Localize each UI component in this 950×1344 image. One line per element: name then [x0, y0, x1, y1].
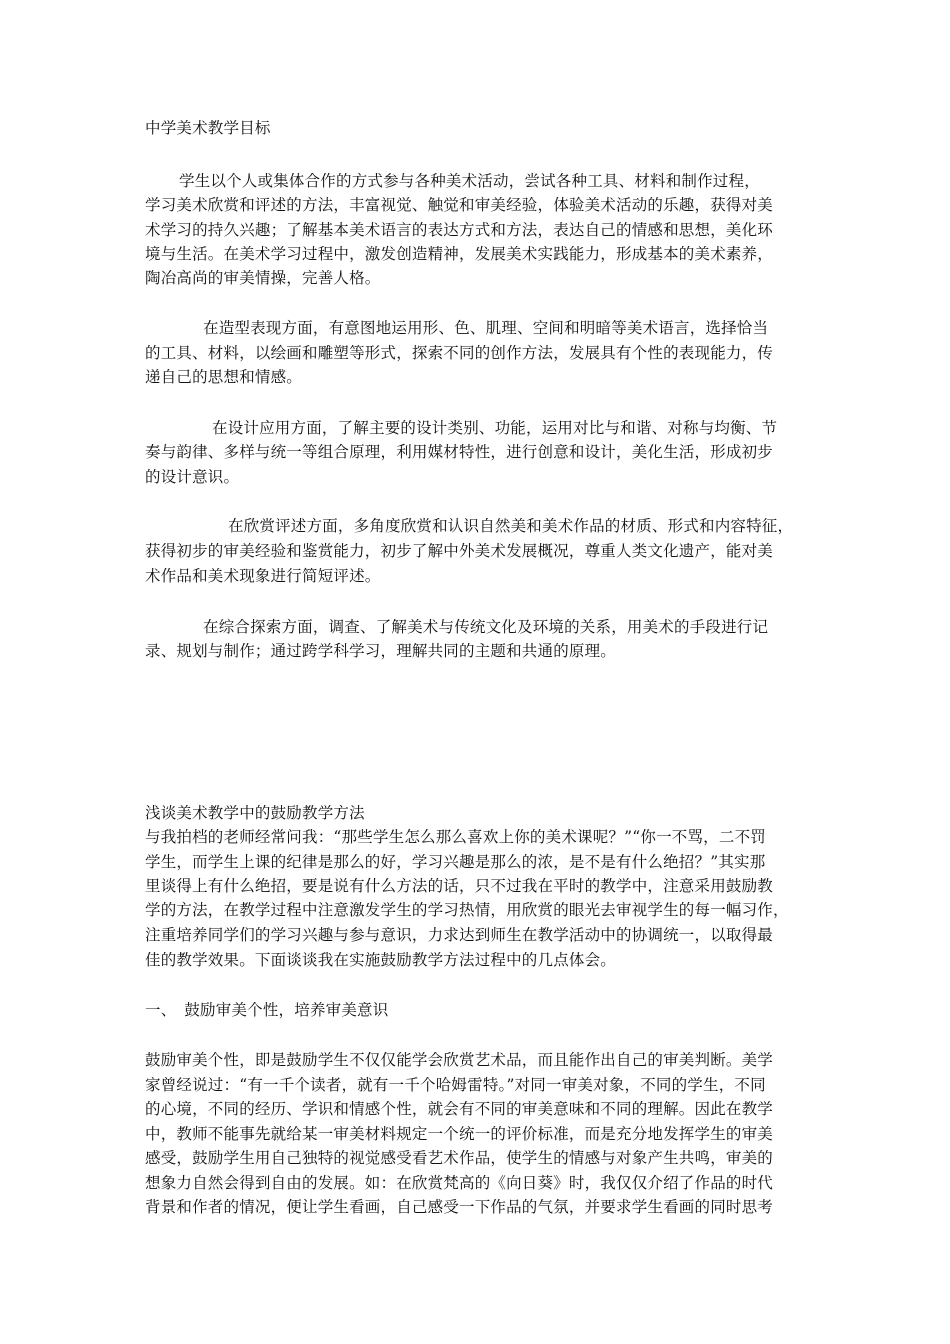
text-line: 在综合探索方面，调查、了解美术与传统文化及环境的关系，用美术的手段进行记 [203, 618, 769, 636]
text-line: 的心境，不同的经历、学识和情感个性，就会有不同的审美意味和不同的理解。因此在教学 [145, 1100, 774, 1118]
text-line: 感受，鼓励学生用自己独特的视觉感受看艺术作品，使学生的情感与对象产生共鸣，审美的 [145, 1149, 774, 1167]
text-line: 的设计意识。 [145, 468, 240, 486]
text-line: 术学习的持久兴趣；了解基本美术语言的表达方式和方法，表达自己的情感和思想，美化环 [145, 221, 774, 239]
text-line: 佳的教学效果。下面谈谈我在实施鼓励教学方法过程中的几点体会。 [145, 951, 617, 969]
text-line: 递自己的思想和情感。 [145, 368, 303, 386]
text-line: 境与生活。在美术学习过程中，激发创造精神，发展美术实践能力，形成基本的美术素养， [145, 245, 774, 263]
text-line: 在造型表现方面，有意图地运用形、色、肌理、空间和明暗等美术语言，选择恰当 [203, 319, 769, 337]
text-line: 中，教师不能事先就给某一审美材料规定一个统一的评价标准，而是充分地发挥学生的审美 [145, 1125, 774, 1143]
text-line: 学生以个人或集体合作的方式参与各种美术活动，尝试各种工具、材料和制作过程， [179, 172, 760, 190]
text-line: 学习美术欣赏和评述的方法，丰富视觉、触觉和审美经验，体验美术活动的乐趣，获得对美 [145, 196, 774, 214]
text-line: 与我拍档的老师经常问我：“那些学生怎么那么喜欢上你的美术课呢？”“你一不骂，二不罚 [145, 828, 766, 846]
text-line: 学生，而学生上课的纪律是那么的好，学习兴趣是那么的浓，是不是有什么绝招？”其实那 [145, 853, 766, 871]
text-line: 的工具、材料，以绘画和雕塑等形式，探索不同的创作方法，发展具有个性的表现能力，传 [145, 344, 774, 362]
text-line: 学的方法，在教学过程中注意激发学生的学习热情，用欣赏的眼光去审视学生的每一幅习作， [145, 901, 789, 919]
text-line: 里谈得上有什么绝招，要是说有什么方法的话，只不过我在平时的教学中，注意采用鼓励教 [145, 877, 774, 895]
text-line: 背景和作者的情况，便让学生看画，自己感受一下作品的气氛，并要求学生看画的同时思考 [145, 1198, 774, 1216]
text-line: 注重培养同学们的学习兴趣与参与意识，力求达到师生在教学活动中的协调统一，以取得最 [145, 926, 774, 944]
text-line: 奏与韵律、多样与统一等组合原理，利用媒材特性，进行创意和设计，美化生活，形成初步 [145, 443, 774, 461]
section-title-goals: 中学美术教学目标 [145, 119, 271, 137]
text-line: 鼓励审美个性，即是鼓励学生不仅仅能学会欣赏艺术品，而且能作出自己的审美判断。美学 [145, 1051, 774, 1069]
sub-heading-aesthetic: 一、 鼓励审美个性，培养审美意识 [145, 1001, 389, 1019]
text-line: 在设计应用方面，了解主要的设计类别、功能，运用对比与和谐、对称与均衡、节 [212, 419, 778, 437]
text-line: 术作品和美术现象进行简短评述。 [145, 567, 381, 585]
text-line: 陶冶高尚的审美情操，完善人格。 [145, 269, 381, 287]
text-line: 家曾经说过：“有一千个读者，就有一千个哈姆雷特。”对同一审美对象，不同的学生，不同 [145, 1076, 766, 1094]
text-line: 录、规划与制作；通过跨学科学习，理解共同的主题和共通的原理。 [145, 642, 617, 660]
text-line: 在欣赏评述方面，多角度欣赏和认识自然美和美术作品的材质、形式和内容特征， [228, 517, 794, 535]
text-line: 获得初步的审美经验和鉴赏能力，初步了解中外美术发展概况，尊重人类文化遗产，能对美 [145, 542, 774, 560]
section-title-encouragement: 浅谈美术教学中的鼓励教学方法 [145, 804, 365, 822]
text-line: 想象力自然会得到自由的发展。如：在欣赏梵高的《向日葵》时，我仅仅介绍了作品的时代 [145, 1174, 774, 1192]
